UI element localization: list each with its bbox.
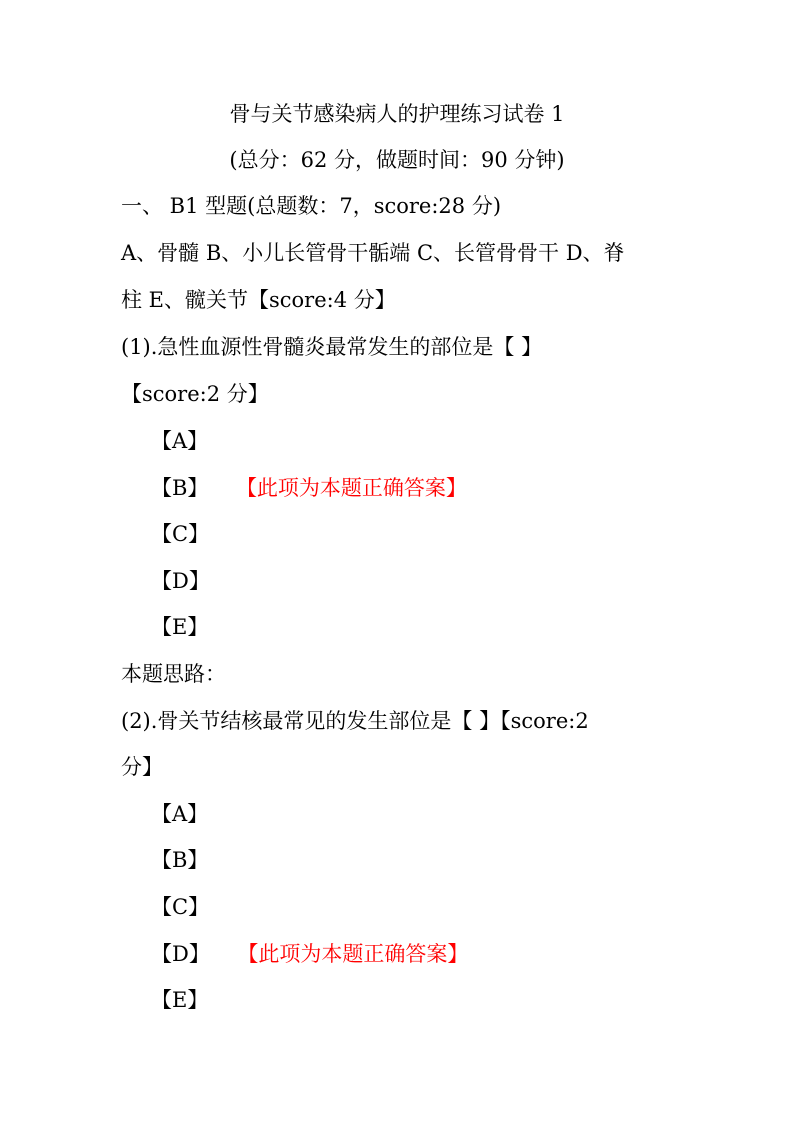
question-2-option-d [151,939,711,969]
question-2-option-a: 【A】 [151,802,209,826]
question-1-option-d: 【D】 [151,569,210,593]
option-label: 【D】 [151,942,210,966]
exam-subtitle: (总分：62 分，做题时间：90 分钟) [229,148,565,172]
question-2-score: 分】 [121,755,163,779]
question-1-explanation-label: 本题思路： [121,662,226,686]
question-2-option-b: 【B】 [151,848,209,872]
option-label: 【B】 [151,476,209,500]
section-heading: 一、 B1 型题(总题数：7，score:28 分) [121,194,502,218]
shared-options-line-2: 柱 E、髋关节【score:4 分】 [121,288,396,312]
exam-title: 骨与关节感染病人的护理练习试卷 1 [229,102,565,126]
question-1-option-a: 【A】 [151,429,209,453]
question-1-option-c: 【C】 [151,522,210,546]
correct-answer-marker: 【此项为本题正确答案】 [246,476,467,500]
question-1-stem: (1).急性血源性骨髓炎最常发生的部位是【 】 [121,335,543,359]
question-2-stem: (2).骨关节结核最常见的发生部位是【 】【score:2 [121,709,589,733]
question-2-option-c: 【C】 [151,895,210,919]
question-1-score: 【score:2 分】 [121,382,269,406]
shared-options-line-1: A、骨髓 B、小儿长管骨干骺端 C、长管骨骨干 D、脊 [121,241,625,265]
question-1-option-e: 【E】 [151,615,209,639]
question-2-option-e: 【E】 [151,988,209,1012]
question-1-option-b [151,473,711,503]
correct-answer-marker: 【此项为本题正确答案】 [247,942,469,966]
